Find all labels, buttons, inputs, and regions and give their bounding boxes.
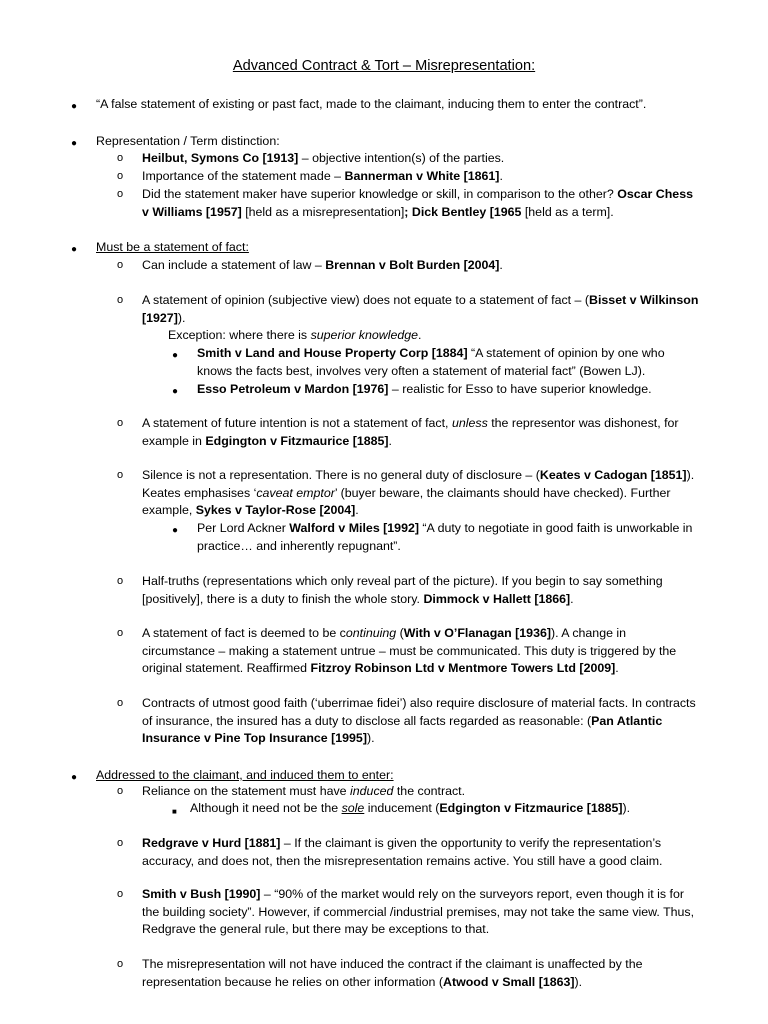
case-name: Pan Atlantic Insurance v Pine Top Insurance [1995] (142, 713, 663, 746)
bullet-icon: ● (71, 772, 78, 783)
induce-atwood-item: The misrepresentation will not have induced the contract if the claimant is unaffected by the representation because he relies on other information (Atwood v Small [1863]). (142, 957, 643, 989)
silence-walford: Per Lord Ackner Walford v Miles [1992] “A duty to negotiate in good faith is unworkable in practice… and inherently repugnant”. (197, 521, 693, 553)
definition-text: “A false statement of existing or past fact, made to the claimant, inducing them to enter the contract”. (96, 97, 647, 111)
case-name: Fitzroy Robinson Ltd v Mentmore Towers Ltd [2009] (310, 661, 616, 676)
induce-bush-item: Smith v Bush [1990] – “90% of the market would rely on the surveyors report, even though it is for the building society”. However, if commercial /industrial premises, may not take the same view. Thus, Redgrave the general rule, but there may be exceptions to that. (142, 887, 695, 937)
case-name: Heilbut, Symons Co [1913] (142, 151, 299, 165)
bullet-icon: ● (71, 138, 78, 149)
fact-heading: Must be a statement of fact: (96, 240, 249, 254)
fact-silence-item: Silence is not a representation. There is no general duty of disclosure – (Keates v Cadogan [1851]). Keates emphasises ‘caveat emptor’ (buyer beware, the claimants should have checked). Further example, Sykes v Taylor-Rose [2004]. (142, 468, 695, 518)
fact-halftruth-item: Half-truths (representations which only reveal part of the picture). If you begin to say something [positively], there is a duty to finish the whole story. Dimmock v Hallett [1866]. (142, 574, 663, 606)
induce-reliance-item: Reliance on the statement must have induced the contract. (142, 784, 466, 798)
case-name: Dick Bentley [1965 (411, 204, 522, 219)
case-name: Edgington v Fitzmaurice [1885] (205, 433, 389, 448)
case-name: Keates v Cadogan [1851] (539, 468, 687, 482)
circle-bullet-icon: o (117, 188, 124, 200)
case-name: Sykes v Taylor-Rose [2004] (195, 503, 356, 518)
fact-continuing-item: A statement of fact is deemed to be continuing (With v O’Flanagan [1936]). A change in circumstance – making a statement untrue – must be communicated. This duty is triggered by the original statement. Reaffirmed Fitzroy Robinson Ltd v Mentmore Towers Ltd [2009]. (142, 626, 677, 676)
circle-bullet-icon: o (117, 888, 124, 900)
exception-smith: Smith v Land and House Property Corp [1884] “A statement of opinion by one who knows the facts best, involves very often a statement of material fact” (Bowen LJ). (197, 346, 665, 378)
case-name: With v O’Flanagan [1936] (403, 626, 551, 640)
bullet-icon: ● (172, 386, 179, 397)
rep-term-item-3: Did the statement maker have superior knowledge or skill, in comparison to the other? Oscar Chess v Williams [1957] [held as a misrepresentation]; Dick Bentley [1965 [held as a term]. (142, 187, 693, 219)
circle-bullet-icon: o (117, 837, 124, 849)
square-bullet-icon: ■ (172, 807, 177, 816)
fact-utmost-item: Contracts of utmost good faith (‘uberrimae fidei’) also require disclosure of material facts. In contracts of insurance, the insured has a duty to disclose all facts regarded as reasonable: (Pan Atlantic Insurance v Pine Top Insurance [1995]). (142, 696, 696, 746)
circle-bullet-icon: o (117, 697, 124, 709)
case-name: Dimmock v Hallett [1866] (423, 591, 571, 606)
case-name: Atwood v Small [1863] (443, 974, 575, 989)
fact-future-item: A statement of future intention is not a statement of fact, unless the representor was dishonest, for example in Edgington v Fitzmaurice [1885]. (142, 416, 679, 448)
circle-bullet-icon: o (117, 785, 124, 797)
case-name: Smith v Land and House Property Corp [1884] (197, 346, 468, 360)
circle-bullet-icon: o (117, 627, 124, 639)
circle-bullet-icon: o (117, 294, 124, 306)
circle-bullet-icon: o (117, 170, 124, 182)
bullet-icon: ● (71, 101, 78, 112)
circle-bullet-icon: o (117, 575, 124, 587)
rep-term-heading: Representation / Term distinction: (96, 134, 280, 148)
case-name: Brennan v Bolt Burden [2004] (325, 258, 500, 272)
induce-heading: Addressed to the claimant, and induced them to enter: (96, 768, 394, 782)
bullet-icon: ● (172, 350, 179, 361)
case-name: Bisset v Wilkinson [1927] (142, 293, 699, 325)
fact-law-item: Can include a statement of law – Brennan v Bolt Burden [2004]. (142, 258, 503, 272)
exception-line: Exception: where there is superior knowledge. (168, 328, 422, 342)
circle-bullet-icon: o (117, 469, 124, 481)
induce-redgrave-item: Redgrave v Hurd [1881] – If the claimant is given the opportunity to verify the representation’s accuracy, and does not, then the misrepresentation remains active. You still have a good claim. (142, 836, 663, 868)
exception-esso: Esso Petroleum v Mardon [1976] – realistic for Esso to have superior knowledge. (197, 382, 652, 396)
bullet-icon: ● (71, 244, 78, 255)
case-name: Bannerman v White [1861] (344, 169, 500, 183)
case-name: Oscar Chess v Williams [1957] (142, 187, 693, 219)
circle-bullet-icon: o (117, 259, 124, 271)
case-name: Edgington v Fitzmaurice [1885] (439, 801, 623, 815)
bullet-icon: ● (172, 525, 179, 536)
circle-bullet-icon: o (117, 152, 124, 164)
case-name: Walford v Miles [1992] (289, 521, 419, 535)
circle-bullet-icon: o (117, 417, 124, 429)
rep-term-item-2: Importance of the statement made – Bannerman v White [1861]. (142, 169, 503, 183)
fact-opinion-item: A statement of opinion (subjective view) does not equate to a statement of fact – (Bisset v Wilkinson [1927]). (142, 293, 699, 325)
document-title: Advanced Contract & Tort – Misrepresentation: (232, 58, 536, 74)
case-name: Smith v Bush [1990] (142, 887, 261, 901)
induce-sole-item: Although it need not be the sole inducement (Edgington v Fitzmaurice [1885]). (190, 801, 631, 815)
case-name: Esso Petroleum v Mardon [1976] (197, 382, 389, 396)
rep-term-item-1: Heilbut, Symons Co [1913] – objective intention(s) of the parties. (142, 151, 505, 165)
case-name: Redgrave v Hurd [1881] (142, 836, 281, 850)
circle-bullet-icon: o (117, 958, 124, 970)
